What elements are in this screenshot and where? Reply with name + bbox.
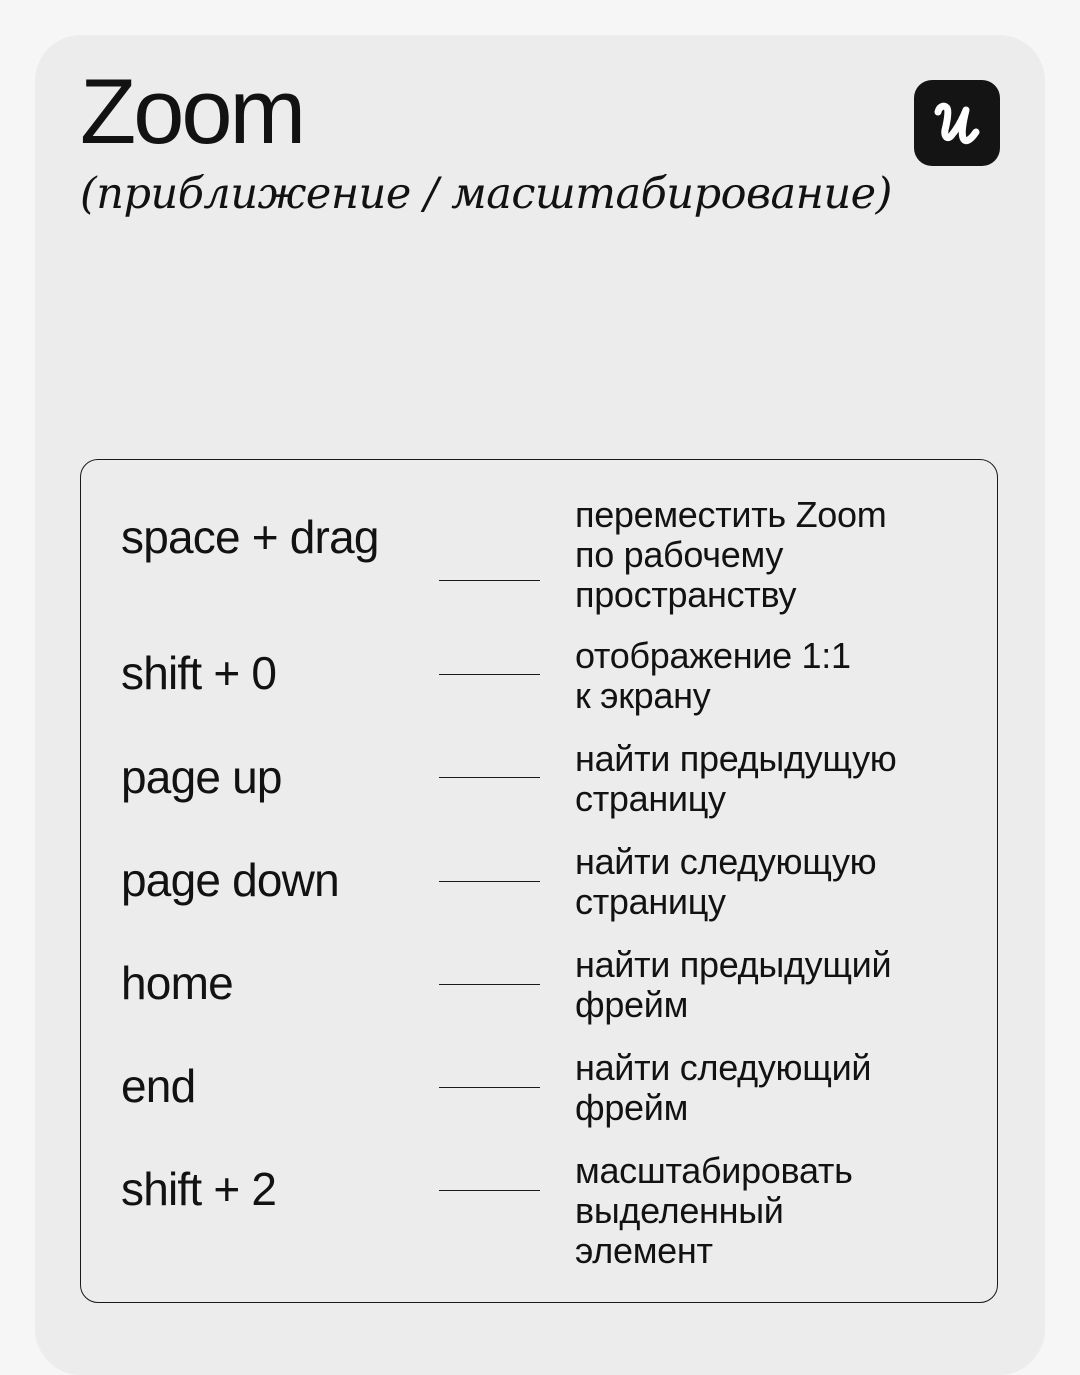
- shortcut-key: page down: [121, 854, 339, 906]
- row-divider: [439, 1190, 540, 1191]
- row-divider: [439, 984, 540, 985]
- row-divider: [439, 881, 540, 882]
- shortcut-key: shift + 2: [121, 1163, 277, 1215]
- page-subtitle: (приближение / масштабирование): [80, 169, 892, 219]
- shortcut-description: отображение 1:1 к экрану: [575, 635, 851, 716]
- brand-logo: [914, 80, 1000, 166]
- row-divider: [439, 1087, 540, 1088]
- shortcut-description: найти следующую страницу: [575, 841, 877, 922]
- shortcut-key: space + drag: [121, 511, 379, 563]
- shortcut-key: shift + 0: [121, 647, 277, 699]
- shortcut-key: end: [121, 1060, 196, 1112]
- row-divider: [439, 674, 540, 675]
- shortcut-description: найти предыдущую страницу: [575, 738, 897, 819]
- page-title: Zoom: [80, 61, 304, 163]
- shortcut-description: найти предыдущий фрейм: [575, 944, 892, 1025]
- shortcut-description: масштабировать выделенный элемент: [575, 1150, 853, 1271]
- brand-logo-icon: [914, 80, 1000, 166]
- shortcut-description: переместить Zoom по рабочему пространству: [575, 494, 887, 615]
- row-divider: [439, 777, 540, 778]
- shortcut-key: page up: [121, 751, 282, 803]
- shortcut-key: home: [121, 957, 233, 1009]
- shortcuts-table: [80, 459, 998, 1303]
- shortcut-description: найти следующий фрейм: [575, 1047, 872, 1128]
- row-divider: [439, 580, 540, 581]
